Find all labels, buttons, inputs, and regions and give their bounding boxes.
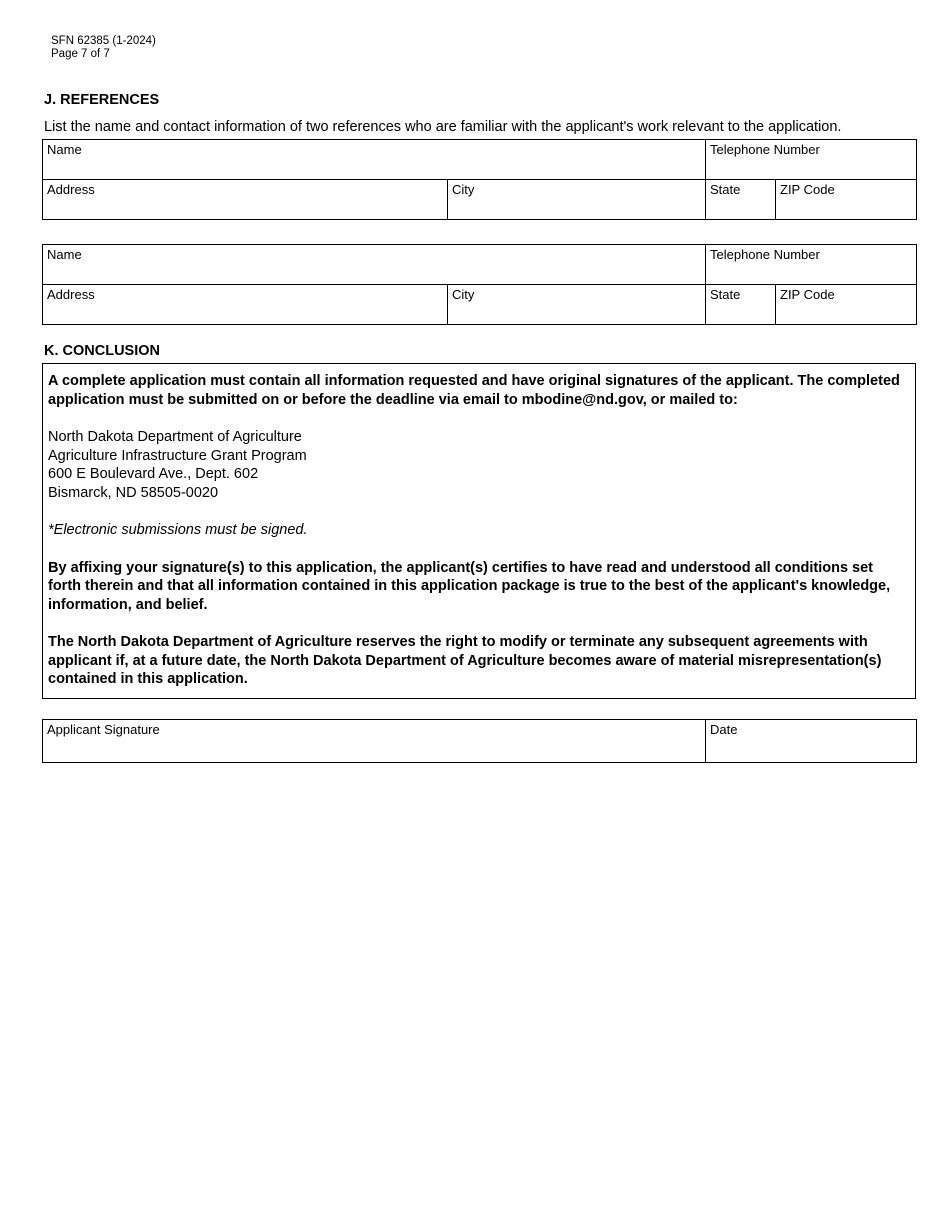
zip-label: ZIP Code xyxy=(780,287,835,302)
mailing-address-line: Agriculture Infrastructure Grant Program xyxy=(48,447,307,464)
page-number: Page 7 of 7 xyxy=(51,48,110,60)
reference-2-state-field[interactable] xyxy=(706,285,776,325)
electronic-submission-note: *Electronic submissions must be signed. xyxy=(48,522,308,538)
reference-1-address-field[interactable] xyxy=(43,180,448,220)
reference-1-table xyxy=(42,139,917,220)
city-label: City xyxy=(452,287,475,302)
address-label: Address xyxy=(47,287,95,302)
applicant-signature-label: Applicant Signature xyxy=(47,722,160,737)
telephone-label: Telephone Number xyxy=(710,142,820,157)
name-label: Name xyxy=(47,142,82,157)
reference-2-city-field[interactable] xyxy=(448,285,706,325)
address-label: Address xyxy=(47,182,95,197)
state-label: State xyxy=(710,182,741,197)
state-label: State xyxy=(710,287,741,302)
references-instructions: List the name and contact information of two references who are familiar with the applicant's work relevant to the application. xyxy=(44,119,842,135)
signature-table xyxy=(42,719,917,763)
date-field[interactable] xyxy=(706,720,917,763)
reference-2-address-field[interactable] xyxy=(43,285,448,325)
city-label: City xyxy=(452,182,475,197)
date-label: Date xyxy=(710,722,738,737)
name-label: Name xyxy=(47,247,82,262)
conclusion-intro: A complete application must contain all information requested and have original signatures of the applicant. The completed application must be submitted on or before the deadline via email to mbodine@nd.gov, or mailed to: xyxy=(48,373,900,408)
certification-statement: By affixing your signature(s) to this application, the applicant(s) certifies to have read and understood all conditions set forth therein and that all information contained in this application package is true to the best of the applicant's knowledge, information, and belief. xyxy=(48,559,891,613)
zip-label: ZIP Code xyxy=(780,182,835,197)
form-header xyxy=(51,35,156,61)
reservation-statement: The North Dakota Department of Agriculture reserves the right to modify or terminate any subsequent agreements with applicant if, at a future date, the North Dakota Department of Agriculture becomes aware of material misrepresentation(s) contained in this application. xyxy=(48,634,882,687)
reference-2-table xyxy=(42,244,917,325)
telephone-label: Telephone Number xyxy=(710,247,820,262)
reference-1-state-field[interactable] xyxy=(706,180,776,220)
reference-2-zip-field[interactable] xyxy=(776,285,917,325)
reference-1-zip-field[interactable] xyxy=(776,180,917,220)
reference-2-telephone-field[interactable] xyxy=(706,245,917,285)
mailing-address-line: Bismarck, ND 58505-0020 xyxy=(48,484,219,501)
mailing-address-line: North Dakota Department of Agriculture xyxy=(48,429,302,445)
conclusion-box xyxy=(42,363,916,699)
mailing-address-line: 600 E Boulevard Ave., Dept. 602 xyxy=(48,466,259,482)
conclusion-title: K. CONCLUSION xyxy=(44,343,160,359)
references-title: J. REFERENCES xyxy=(44,92,160,108)
reference-1-name-field[interactable] xyxy=(43,140,706,180)
applicant-signature-field[interactable] xyxy=(43,720,706,763)
reference-2-name-field[interactable] xyxy=(43,245,706,285)
reference-1-telephone-field[interactable] xyxy=(706,140,917,180)
form-number: SFN 62385 (1-2024) xyxy=(51,35,156,47)
reference-1-city-field[interactable] xyxy=(448,180,706,220)
